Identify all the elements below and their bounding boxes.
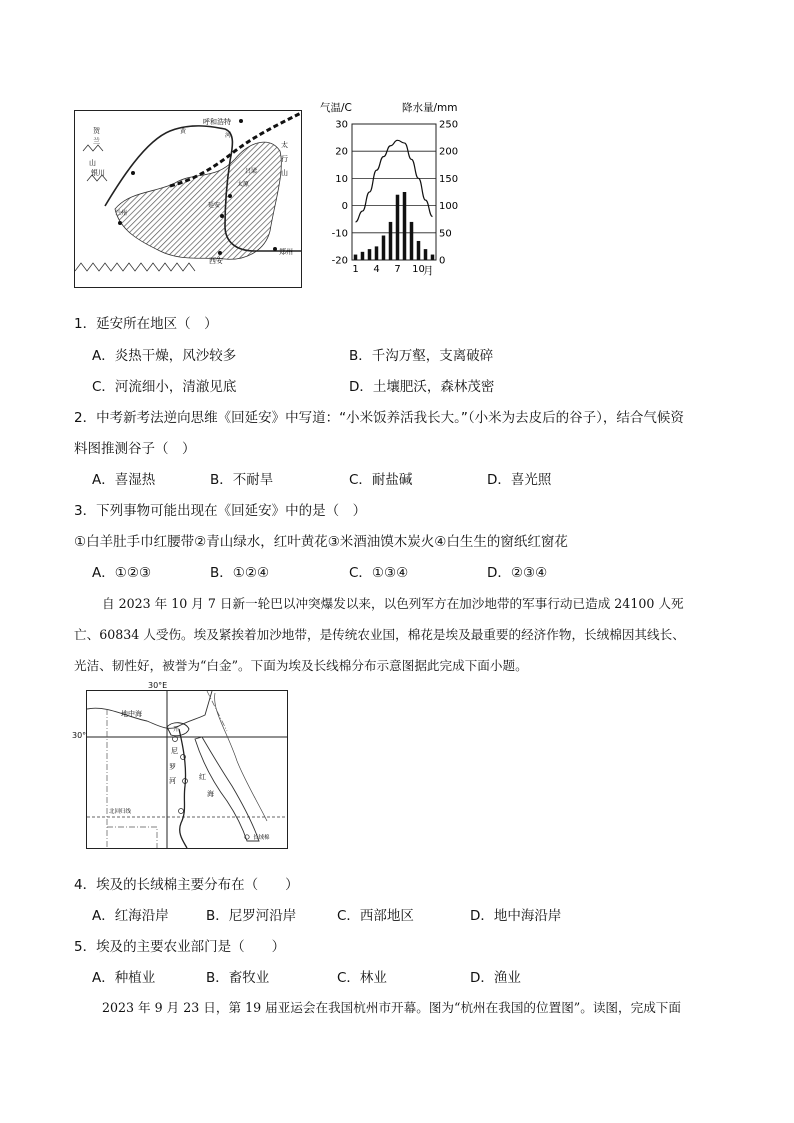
precip-tick-label: 100 (439, 201, 459, 213)
passage1-line1: 自 2023 年 10 月 7 日新一轮巴以冲突爆发以来，以色列军方在加沙地带的军事行动已造成 24100 人死 (102, 596, 684, 611)
taiyuan-dot (228, 194, 232, 198)
precip-tick-label: 200 (439, 146, 459, 158)
label-lvliang: 吕梁 (245, 168, 258, 175)
label-zhengzhou: 郑州 (279, 248, 293, 256)
mediterranean-coast (87, 691, 212, 728)
cotton-symbol (179, 809, 184, 814)
month-tick-label: 4 (373, 264, 380, 275)
nile-river (179, 729, 187, 848)
q5-option-b[interactable]: B．畜牧业 (206, 970, 270, 986)
temp-tick-label: 0 (341, 201, 348, 213)
label-mediterranean: 地中海 (121, 710, 142, 718)
passage1-line2: 亡、60834 人受伤。埃及紧挨着加沙地带，是传统农业国，棉花是埃及最重要的经济作物，长绒棉因其线长、 (74, 627, 685, 642)
precip-bar-month-11 (424, 249, 428, 260)
q5-option-d[interactable]: D．渔业 (470, 970, 521, 986)
q2-option-d[interactable]: D．喜光照 (487, 472, 552, 488)
temperature-line (356, 140, 433, 222)
temp-tick-label: 10 (335, 173, 348, 185)
temp-tick-label: -10 (331, 228, 348, 240)
label-nile-2: 罗 (169, 763, 176, 771)
q2-option-c[interactable]: C．耐盐碱 (349, 472, 413, 488)
temp-axis-label: 气温/C (320, 102, 352, 114)
red-sea (195, 737, 259, 841)
precip-tick-label: 150 (439, 173, 459, 185)
label-taihang-3: 山 (281, 169, 288, 177)
q3-option-d[interactable]: D．②③④ (487, 565, 548, 581)
label-30e: 30°E (148, 681, 168, 690)
month-tick-label: 7 (394, 264, 401, 275)
q3-items: ①白羊肚手巾红腰带②青山绿水，红叶黄花③米酒油馍木炭火④白生生的窗纸红窗花 (74, 534, 568, 550)
label-hohhot: 呼和浩特 (203, 118, 231, 126)
lanzhou-dot (118, 221, 122, 225)
chart-ticks (332, 120, 458, 276)
q3-option-b[interactable]: B．①②④ (210, 565, 270, 581)
q1-stem: 1．延安所在地区（ ） (74, 316, 218, 332)
xian-dot (218, 251, 222, 255)
qinling-mountains (75, 263, 195, 271)
month-tick-label: 10 (412, 264, 425, 275)
q2-option-a[interactable]: A．喜湿热 (92, 472, 156, 488)
label-taihang-2: 行 (281, 155, 288, 163)
x-unit-label: 月 (423, 265, 434, 277)
label-helan-1: 贺 (93, 127, 100, 135)
label-taiyuan: 太原 (237, 181, 250, 188)
label-taihang-1: 太 (281, 141, 288, 149)
egypt-cotton-map (86, 690, 288, 849)
label-tropic: 北回归线 (109, 809, 132, 815)
precip-bar-month-2 (361, 252, 365, 260)
yanan-dot (220, 214, 224, 218)
q1-option-a[interactable]: A．炎热干燥，风沙较多 (92, 348, 237, 364)
q3-option-a[interactable]: A．①②③ (92, 565, 152, 581)
precip-tick-label: 250 (439, 119, 459, 131)
precip-bar-month-3 (368, 249, 372, 260)
label-red-1: 红 (199, 773, 206, 781)
q4-stem: 4．埃及的长绒棉主要分布在（ ） (74, 877, 299, 893)
precip-bar-month-6 (389, 222, 393, 260)
precip-bar-month-5 (382, 236, 386, 260)
egypt-map-svg (87, 691, 287, 848)
temp-tick-label: 20 (335, 146, 348, 158)
label-nile-1: 尼 (171, 747, 178, 755)
label-red-2: 海 (207, 790, 214, 798)
label-nile-3: 河 (169, 777, 176, 785)
label-xian: 西安 (209, 257, 223, 265)
q5-option-c[interactable]: C．林业 (337, 970, 387, 986)
label-he: 河 (225, 132, 232, 139)
plot-frame (352, 124, 436, 260)
passage1 (74, 588, 724, 681)
q1-option-b[interactable]: B．千沟万壑，支离破碎 (349, 348, 494, 364)
q4-option-a[interactable]: A．红海沿岸 (92, 908, 169, 924)
temp-tick-label: -20 (331, 255, 348, 267)
q3-stem: 3．下列事物可能出现在《回延安》中的是（ ） (74, 503, 367, 519)
zhengzhou-dot (273, 247, 277, 251)
chart-grid (352, 124, 436, 260)
q4-option-c[interactable]: C．西部地区 (337, 908, 414, 924)
label-cairo: 开 (173, 726, 180, 733)
q2-option-b[interactable]: B．不耐旱 (210, 472, 274, 488)
precip-tick-label: 50 (439, 228, 452, 240)
passage1-line3: 光洁、韧性好，被誉为“白金”。下面为埃及长线棉分布示意图据此完成下面小题。 (74, 658, 528, 673)
precip-bar-month-9 (410, 222, 414, 260)
legend-cotton-label: 长绒棉 (253, 835, 270, 841)
label-30n: 30° (72, 731, 87, 740)
label-yinchuan: 银川 (91, 169, 105, 177)
precip-bar-month-12 (431, 255, 435, 260)
label-helan-2: 兰 (93, 137, 100, 145)
plateau-region (115, 142, 281, 259)
label-helan-3: 山 (89, 159, 96, 167)
precip-axis-label: 降水量/mm (402, 102, 458, 114)
precip-bar-month-8 (403, 192, 407, 260)
month-tick-label: 1 (352, 264, 359, 275)
loess-map-svg (75, 111, 301, 287)
temp-tick-label: 30 (335, 119, 348, 131)
q1-option-c[interactable]: C．河流细小，清澈见底 (92, 379, 237, 395)
hohhot-dot (239, 119, 243, 123)
q3-option-c[interactable]: C．①③④ (349, 565, 409, 581)
q5-stem: 5．埃及的主要农业部门是（ ） (74, 939, 286, 955)
yinchuan-dot (131, 171, 135, 175)
label-huang: 黄 (180, 128, 187, 135)
precip-bar-month-7 (396, 195, 400, 260)
q2-stem-line2: 料图推测谷子（ ） (74, 441, 196, 457)
precip-bar-month-10 (417, 241, 421, 260)
q5-option-a[interactable]: A．种植业 (92, 970, 156, 986)
q1-option-d[interactable]: D．土壤肥沃，森林茂密 (349, 379, 495, 395)
climate-chart (316, 98, 476, 280)
label-lanzhou: 兰州 (115, 210, 128, 217)
q4-option-d[interactable]: D．地中海沿岸 (470, 908, 562, 924)
precip-bar-month-4 (375, 246, 379, 260)
q2-stem-line1: 2．中考新考法逆向思维《回延安》中写道：“小米饭养活我长大。”（小米为去皮后的谷子），结合气候资 (74, 410, 684, 426)
passage2 (74, 992, 724, 1023)
passage2-line1: 2023 年 9 月 23 日，第 19 届亚运会在我国杭州市开幕。图为“杭州在我国的位置图”。读图，完成下面 (102, 1000, 681, 1015)
q4-option-b[interactable]: B．尼罗河沿岸 (206, 908, 297, 924)
precip-tick-label: 0 (439, 255, 446, 267)
temperature-curve (356, 140, 433, 222)
loess-plateau-map (74, 110, 302, 288)
label-yanan: 延安 (208, 202, 221, 209)
precip-bar-month-1 (354, 255, 358, 260)
